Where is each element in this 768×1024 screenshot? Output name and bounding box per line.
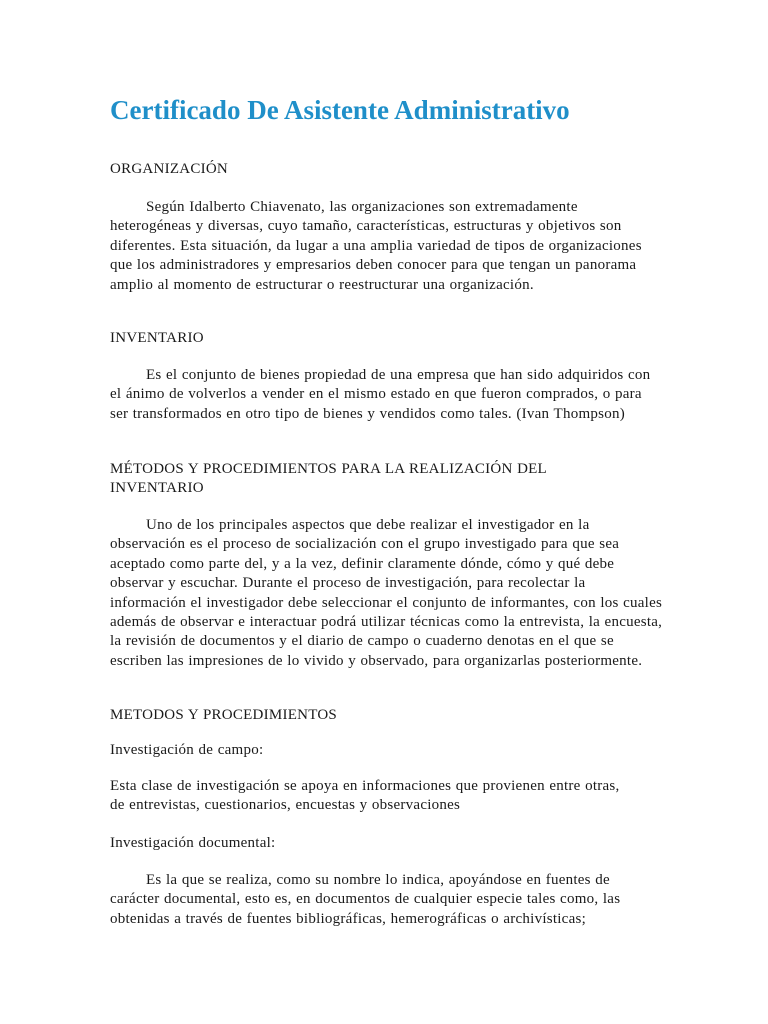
subheading-investigacion-campo: Investigación de campo: (110, 742, 264, 758)
paragraph-organizacion: Según Idalberto Chiavenato, las organizaciones son extremadamente heterogéneas y diversas, cuyo tamaño, características, estructuras y objetivos son diferentes. Esta situación, da lugar a una amplia variedad de tipos de organizaciones que los administradores y empresarios deben conocer para que tengan un panorama amplio al momento de estructurar o reestructurar una organización. (110, 199, 642, 293)
section-heading-organizacion: ORGANIZACIÓN (110, 161, 228, 177)
paragraph-investigacion-campo: Esta clase de investigación se apoya en informaciones que provienen entre otras, de entrevistas, cuestionarios, encuestas y observaciones (110, 778, 620, 814)
section-heading-metodos-realizacion: MÉTODOS Y PROCEDIMIENTOS PARA LA REALIZACIÓN DEL INVENTARIO (110, 461, 547, 497)
subheading-investigacion-documental: Investigación documental: (110, 835, 276, 851)
paragraph-inventario: Es el conjunto de bienes propiedad de una empresa que han sido adquiridos con el ánimo de volverlos a vender en el mismo estado en que fueron comprados, o para ser transformados en otro tipo de bienes y vendidos como tales. (Ivan Thompson) (110, 367, 651, 422)
section-heading-metodos: METODOS Y PROCEDIMIENTOS (110, 707, 338, 723)
paragraph-metodos-realizacion: Uno de los principales aspectos que debe realizar el investigador en la observación es el proceso de socialización con el grupo investigado para que sea aceptado como parte del, y a la vez, definir claramente dónde, cómo y qué debe observar y escuchar. Durante el proceso de investigación, para recolectar la información el investigador debe seleccionar el conjunto de informantes, con los cuales además de observar e interactuar podrá utilizar técnicas como la entrevista, la encuesta, la revisión de documentos y el diario de campo o cuaderno denotas en el que se escriben las impresiones de lo vivido y observado, para organizarlas posteriormente. (110, 517, 663, 669)
document-title: Certificado De Asistente Administrativo (110, 95, 570, 125)
section-heading-inventario: INVENTARIO (110, 330, 204, 346)
paragraph-investigacion-documental: Es la que se realiza, como su nombre lo indica, apoyándose en fuentes de carácter documental, esto es, en documentos de cualquier especie tales como, las obtenidas a través de fuentes bibliográficas, hemerográficas o archivísticas; (110, 872, 621, 927)
